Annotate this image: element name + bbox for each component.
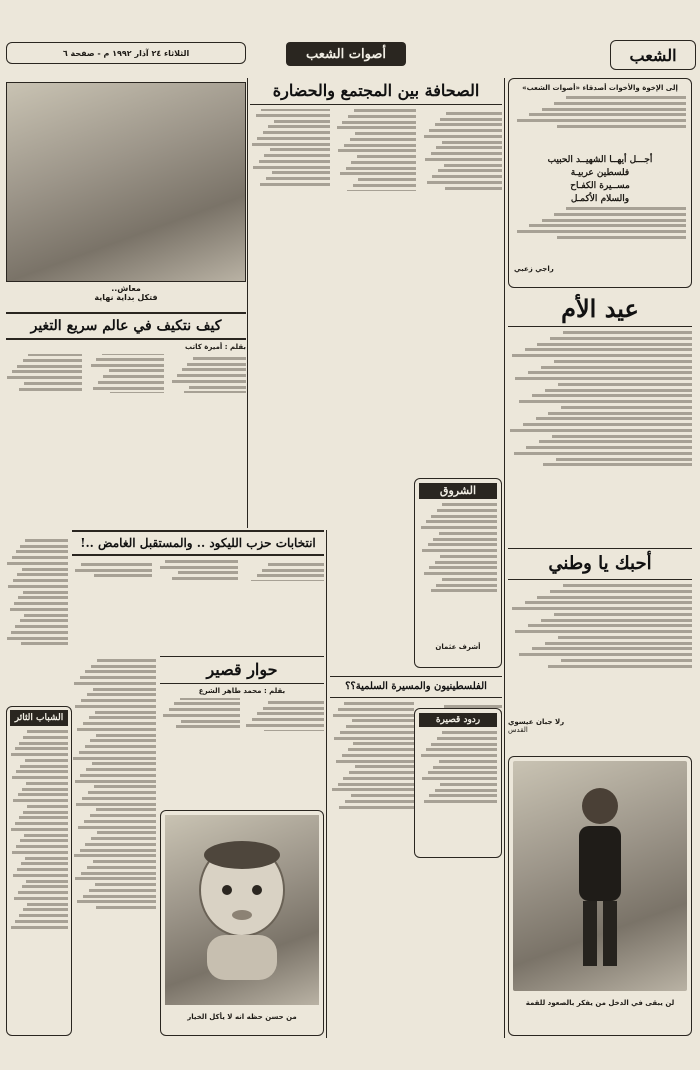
likud-article: [72, 530, 324, 650]
poem-line: مســيرة الكفـاح: [570, 181, 630, 191]
poem-line: والسلام الأكمـل: [570, 194, 630, 204]
mother-article: [508, 292, 692, 542]
replies-title: ردود قصيرة: [419, 713, 497, 727]
likud-continued-body: [72, 659, 156, 1036]
dialog-title: حوار قصير: [160, 656, 324, 684]
crowd-photo-box: [6, 82, 246, 282]
love-author: رلا جبان عيسوي: [508, 718, 565, 726]
likud-continued: [72, 656, 156, 1036]
column-divider: [326, 530, 327, 1038]
photo-caption: [6, 284, 246, 308]
section-header: [286, 42, 406, 66]
photo-caption-top: معاش..: [111, 284, 141, 293]
boy-photo: [513, 761, 687, 991]
mother-body: [508, 331, 692, 536]
masthead: [6, 40, 696, 72]
shorouq-author: أشرف عثمان: [435, 643, 481, 651]
left-column-text: [6, 536, 68, 702]
baby-photo-box: [160, 810, 324, 1036]
crowd-photo: [7, 83, 245, 281]
main-body: [250, 109, 502, 469]
poem-box: [508, 78, 692, 288]
boy-figure-icon: [565, 776, 635, 976]
photo-caption-bottom: فتكل بداية نهاية: [94, 293, 158, 302]
youth-body: [10, 730, 68, 1030]
dialog-body: [160, 698, 324, 798]
love-body: [508, 584, 692, 714]
poem-signature: راجي زعبي: [514, 265, 554, 273]
baby-face-icon: [187, 835, 297, 985]
change-article: [6, 312, 246, 532]
change-title: كيف نتكيف في عالم سريع التغير: [6, 312, 246, 340]
likud-body: [72, 560, 324, 648]
main-title: الصحافة بين المجتمع والحضارة: [250, 78, 502, 105]
likud-title: انتخابات حزب الليكود .. والمستقبل الغامض ..!: [72, 530, 324, 556]
poem-line: فلسطين عربيـة: [570, 168, 630, 178]
boy-caption: لن يبقى في الدخل من يفكر بالصعود للقمة: [525, 999, 675, 1007]
change-body: [6, 354, 246, 529]
change-byline: بقلم : أميرة كاتب: [185, 343, 246, 351]
poem-intro: [514, 96, 686, 152]
poem-line: أجـــل أيهــا الشهيــد الحبيب: [547, 155, 653, 165]
section-title: أصوات الشعب: [306, 46, 386, 62]
baby-caption: من حسن حظه انه لا يأكل الخيار: [187, 1013, 297, 1021]
dateline: الثلاثاء ٢٤ آذار ١٩٩٢ م - صفحة ٦: [62, 48, 190, 58]
baby-photo: [165, 815, 319, 1005]
left-column-body: [6, 539, 68, 702]
replies-body: [419, 731, 497, 849]
replies-box: [414, 708, 502, 858]
palestinians-title: الفلسطينيون والمسيرة السلمية؟؟: [330, 676, 502, 698]
shorouq-title: الشروق: [419, 483, 497, 499]
dateline-box: [6, 42, 246, 64]
logo: الشعب: [629, 45, 677, 65]
poem-greeting: إلى الإخوة والأخوات أصدقاء «أصوات الشعب»: [522, 84, 678, 92]
love-article: [508, 548, 692, 748]
boy-photo-box: [508, 756, 692, 1036]
poem-body: [514, 207, 686, 265]
mother-title: عيد الأم: [508, 292, 692, 327]
logo-box: [610, 40, 696, 70]
youth-box: [6, 706, 72, 1036]
love-place: القدس: [508, 726, 528, 734]
youth-title: الشباب الثائر: [10, 710, 68, 726]
love-title: أحبك يا وطني: [508, 548, 692, 580]
main-article: [250, 78, 502, 478]
column-divider: [247, 78, 248, 528]
shorouq-body: [419, 503, 497, 643]
shorouq-box: [414, 478, 502, 668]
column-divider: [504, 78, 505, 1038]
dialog-article: [160, 656, 324, 806]
dialog-byline: بقلم : محمد طاهر الشرع: [198, 687, 286, 695]
